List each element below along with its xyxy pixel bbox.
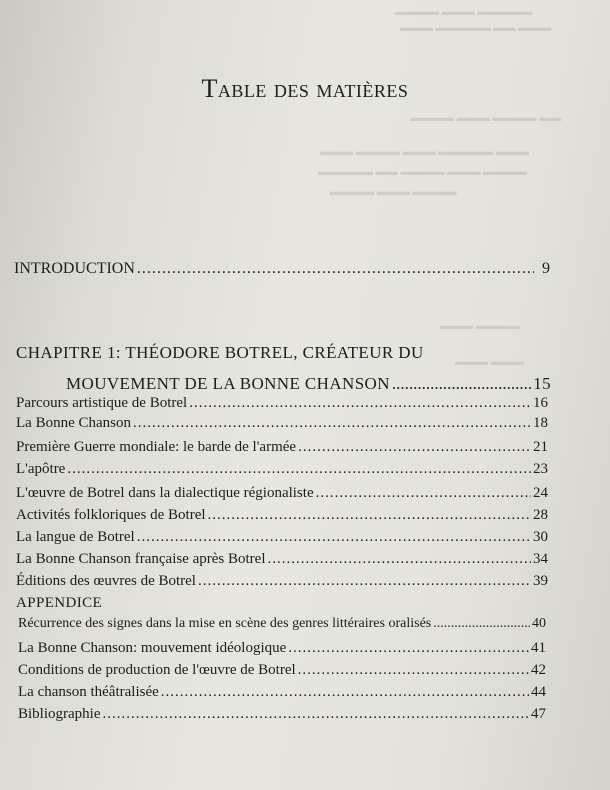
toc-entry-label: La Bonne Chanson [16, 415, 131, 431]
toc-entry-chapter1 [66, 374, 551, 394]
toc-entry-label: Première Guerre mondiale: le barde de l'armée [16, 439, 297, 455]
toc-entry-page: 9 [542, 260, 550, 277]
toc-entry-label: Bibliographie [18, 706, 101, 722]
toc-entry-label: La Bonne Chanson française après Botrel [16, 551, 266, 567]
toc-leader-dots [161, 684, 529, 701]
toc-leader-dots [189, 395, 531, 412]
toc-entry [18, 684, 546, 701]
toc-entry-label: La langue de Botrel [16, 529, 135, 545]
toc-leader-dots [198, 573, 531, 590]
toc-entry-label: L'œuvre de Botrel dans la dialectique régionaliste [16, 485, 314, 501]
toc-entry-page: 28 [533, 507, 548, 523]
show-through-texture: ▬▬▬▬ ▬▬▬ ▬▬▬▬ [330, 186, 457, 198]
toc-entry-page: 41 [531, 640, 546, 656]
toc-entry [16, 551, 548, 568]
toc-entry-page: 39 [533, 573, 548, 589]
toc-entry-label: La chanson théâtralisée [18, 684, 159, 700]
toc-entry-page: 15 [533, 374, 551, 393]
toc-leader-dots [433, 616, 530, 632]
toc-entry-page: 30 [533, 529, 548, 545]
toc-entry-introduction [14, 260, 550, 278]
toc-entry-label: Récurrence des signes dans la mise en scène des genres littéraires oralisés [18, 616, 432, 631]
toc-entry [16, 461, 548, 478]
chapter-heading-line1: CHAPITRE 1: THÉODORE BOTREL, CRÉATEUR DU [16, 343, 424, 362]
toc-entry-label: Éditions des œuvres de Botrel [16, 573, 196, 589]
toc-entry [16, 507, 548, 524]
toc-leader-dots [298, 662, 529, 679]
toc-leader-dots [137, 529, 531, 546]
toc-entry [18, 616, 546, 632]
show-through-texture: ▬▬▬▬▬ ▬▬ ▬▬▬▬ ▬▬▬ ▬▬▬▬ [318, 166, 527, 178]
toc-entry-page: 42 [531, 662, 546, 678]
toc-entry [18, 662, 546, 679]
toc-entry-page: 44 [531, 684, 546, 700]
toc-entry-page: 24 [533, 485, 548, 501]
toc-entry [16, 573, 548, 590]
toc-entry-label: L'apôtre [16, 461, 66, 477]
show-through-texture: ▬▬▬ ▬▬▬▬▬ ▬▬ ▬▬▬ [400, 22, 552, 34]
toc-leader-dots [137, 260, 534, 278]
toc-entry-label: La Bonne Chanson: mouvement idéologique [18, 640, 287, 656]
toc-entry-page: 18 [533, 415, 548, 431]
toc-entry [18, 706, 546, 723]
show-through-texture: ▬▬▬▬ ▬▬▬ ▬▬▬▬ ▬▬ [410, 112, 562, 124]
toc-entry-page: 34 [533, 551, 548, 567]
toc-entry [16, 395, 548, 412]
page-title: Table des matières [201, 74, 409, 103]
show-through-texture: ▬▬▬▬ ▬▬▬ ▬▬▬▬▬ [395, 6, 533, 18]
toc-entry-label: INTRODUCTION [14, 260, 135, 277]
toc-entry [16, 485, 548, 502]
toc-leader-dots [288, 640, 529, 657]
toc-leader-dots [392, 374, 531, 394]
toc-entry-label: Conditions de production de l'œuvre de Botrel [18, 662, 296, 678]
appendix-heading: APPENDICE [16, 595, 103, 611]
toc-entry-label: Activités folkloriques de Botrel [16, 507, 206, 523]
toc-entry [18, 640, 546, 657]
toc-leader-dots [268, 551, 532, 568]
toc-leader-dots [103, 706, 530, 723]
show-through-texture: ▬▬▬ ▬▬▬ [455, 356, 524, 368]
toc-leader-dots [316, 485, 531, 502]
toc-leader-dots [133, 415, 531, 432]
toc-entry [16, 415, 548, 432]
toc-leader-dots [67, 461, 531, 478]
chapter-heading-line2: MOUVEMENT DE LA BONNE CHANSON [66, 374, 390, 393]
toc-entry [16, 439, 548, 456]
toc-leader-dots [208, 507, 531, 524]
show-through-texture: ▬▬▬ ▬▬▬▬ [440, 320, 520, 332]
toc-entry-page: 40 [532, 616, 546, 631]
toc-entry-page: 23 [533, 461, 548, 477]
toc-entry [16, 529, 548, 546]
toc-entry-page: 47 [531, 706, 546, 722]
show-through-texture: ▬▬▬ ▬▬▬▬ ▬▬▬ ▬▬▬▬▬ ▬▬▬ [320, 146, 529, 158]
toc-entry-page: 16 [533, 395, 548, 411]
toc-entry-page: 21 [533, 439, 548, 455]
toc-entry-label: Parcours artistique de Botrel [16, 395, 188, 411]
toc-leader-dots [298, 439, 531, 456]
